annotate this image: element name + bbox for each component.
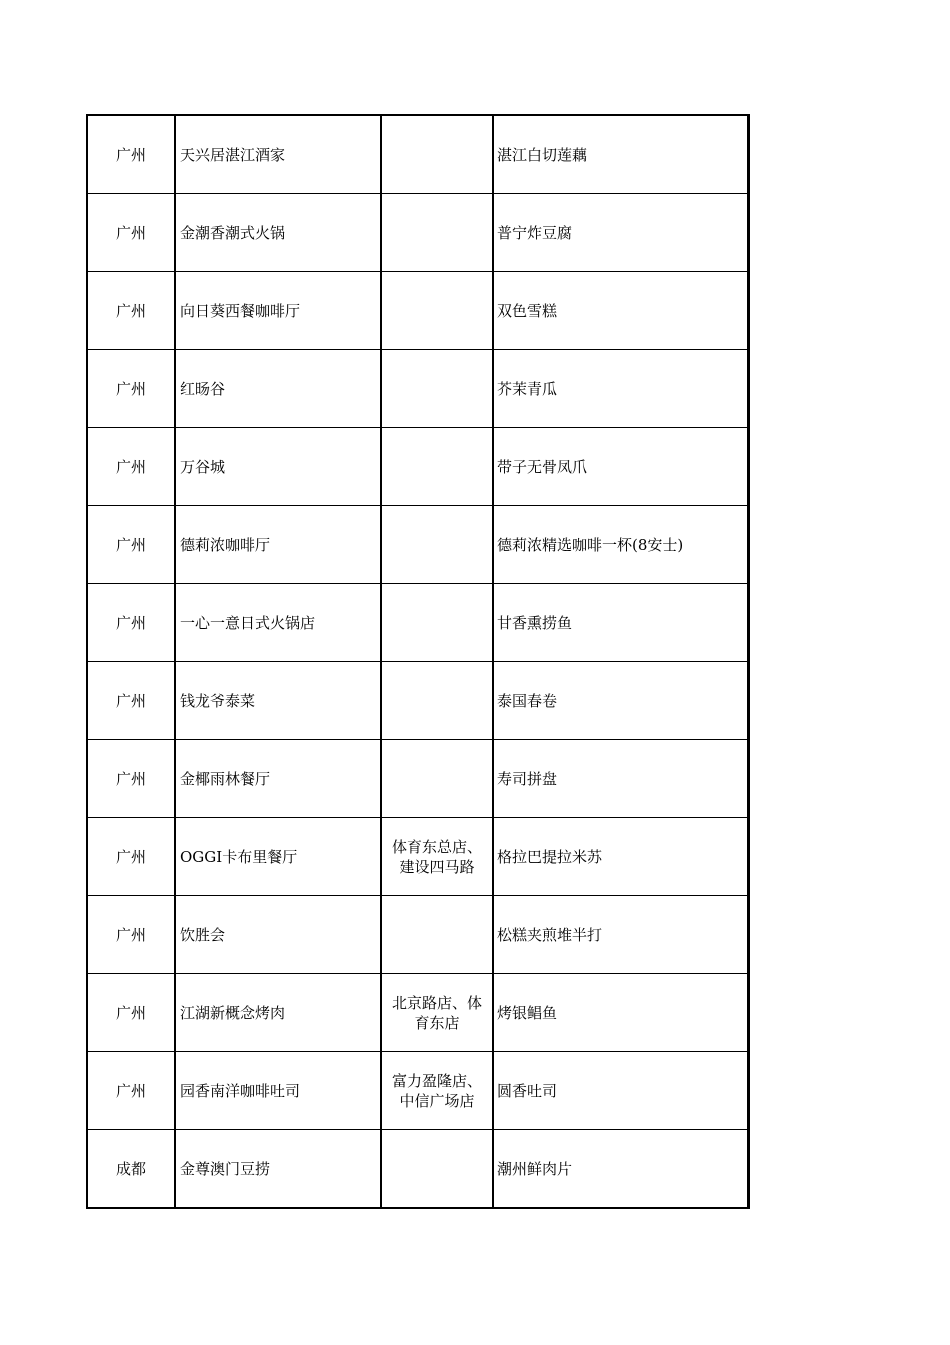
city-cell-text: 广州 [115,613,146,632]
city-cell-text: 广州 [115,1003,146,1022]
dish-cell-text: 松糕夹煎堆半打 [497,925,603,944]
city-cell-text: 广州 [115,691,146,710]
branch-cell [381,115,493,194]
dish-cell-text: 湛江白切莲藕 [497,145,588,164]
restaurant-cell [175,896,381,974]
restaurant-cell-text: 金潮香潮式火锅 [180,223,286,242]
dish-cell-text: 潮州鲜肉片 [497,1159,573,1178]
restaurant-cell [175,350,381,428]
table-row [87,506,749,584]
branch-cell [381,506,493,584]
city-cell-text: 广州 [115,301,146,320]
table-row [87,428,749,506]
dish-cell [493,584,749,662]
restaurant-cell [175,740,381,818]
table-row [87,740,749,818]
restaurant-cell-text: 饮胜会 [180,925,226,944]
table-row [87,350,749,428]
city-cell [87,662,175,740]
restaurant-cell-text: 金椰雨林餐厅 [180,769,271,788]
branch-cell [381,896,493,974]
table-row [87,974,749,1052]
dish-cell-text: 圆香吐司 [497,1081,558,1100]
branch-cell-text: 富力盈隆店、中信广场店 [391,1071,482,1110]
city-cell [87,428,175,506]
restaurant-cell [175,584,381,662]
dish-cell [493,1052,749,1130]
table-row [87,1052,749,1130]
city-cell [87,584,175,662]
dish-cell-text: 烤银鲳鱼 [497,1003,558,1022]
dish-cell [493,272,749,350]
city-cell [87,1130,175,1209]
dish-cell-text: 芥茉青瓜 [497,379,558,398]
restaurant-cell [175,506,381,584]
table-row [87,584,749,662]
branch-cell [381,1052,493,1130]
table-row [87,818,749,896]
city-cell-text: 广州 [115,925,146,944]
restaurant-cell [175,1052,381,1130]
branch-cell [381,818,493,896]
restaurant-cell-text: 一心一意日式火锅店 [180,613,316,632]
dish-cell [493,115,749,194]
restaurant-cell [175,428,381,506]
dish-cell-text: 带子无骨凤爪 [497,457,588,476]
restaurant-cell-text: 园香南洋咖啡吐司 [180,1081,301,1100]
restaurant-cell [175,194,381,272]
city-cell-text: 广州 [115,145,146,164]
table-row [87,194,749,272]
branch-cell [381,584,493,662]
restaurant-cell-text: 金尊澳门豆捞 [180,1159,271,1178]
city-cell-text: 广州 [115,457,146,476]
branch-cell [381,740,493,818]
city-cell [87,194,175,272]
dish-cell-text: 普宁炸豆腐 [497,223,573,242]
restaurant-cell-text: 万谷城 [180,457,226,476]
dish-cell-text: 甘香熏捞鱼 [497,613,573,632]
city-cell-text: 广州 [115,535,146,554]
branch-cell [381,272,493,350]
city-cell [87,818,175,896]
restaurant-cell [175,272,381,350]
city-cell-text: 成都 [115,1159,146,1178]
dish-cell [493,740,749,818]
city-cell [87,272,175,350]
city-cell [87,740,175,818]
restaurant-cell-text: 德莉浓咖啡厅 [180,535,271,554]
city-cell [87,506,175,584]
city-cell [87,115,175,194]
restaurant-cell [175,115,381,194]
dish-cell [493,974,749,1052]
city-cell-text: 广州 [115,847,146,866]
table-row [87,896,749,974]
spreadsheet-page [86,114,738,1209]
restaurant-cell [175,974,381,1052]
branch-cell [381,194,493,272]
restaurant-cell-text: OGGI卡布里餐厅 [180,847,298,866]
city-cell [87,350,175,428]
table-row [87,115,749,194]
dish-cell [493,1130,749,1209]
branch-cell [381,428,493,506]
restaurant-cell [175,818,381,896]
dish-cell-text: 寿司拼盘 [497,769,558,788]
city-cell-text: 广州 [115,769,146,788]
table-row [87,1130,749,1209]
dish-cell [493,662,749,740]
branch-cell-text: 体育东总店、建设四马路 [391,837,482,876]
restaurant-cell [175,1130,381,1209]
restaurant-table [86,114,750,1209]
branch-cell [381,350,493,428]
restaurant-cell-text: 天兴居湛江酒家 [180,145,286,164]
restaurant-cell-text: 江湖新概念烤肉 [180,1003,286,1022]
branch-cell [381,974,493,1052]
city-cell-text: 广州 [115,1081,146,1100]
table-row [87,662,749,740]
restaurant-cell [175,662,381,740]
dish-cell [493,194,749,272]
table-row [87,272,749,350]
dish-cell-text: 泰国春卷 [497,691,558,710]
dish-cell [493,428,749,506]
city-cell [87,1052,175,1130]
dish-cell-text: 德莉浓精选咖啡一杯(8安士) [497,535,684,554]
table-body [87,115,749,1208]
dish-cell [493,506,749,584]
branch-cell [381,662,493,740]
restaurant-cell-text: 钱龙爷泰菜 [180,691,256,710]
restaurant-cell-text: 红旸谷 [180,379,226,398]
restaurant-cell-text: 向日葵西餐咖啡厅 [180,301,301,320]
city-cell-text: 广州 [115,223,146,242]
dish-cell [493,896,749,974]
dish-cell-text: 格拉巴提拉米苏 [497,847,603,866]
city-cell-text: 广州 [115,379,146,398]
branch-cell [381,1130,493,1209]
dish-cell [493,350,749,428]
city-cell [87,974,175,1052]
city-cell [87,896,175,974]
branch-cell-text: 北京路店、体育东店 [391,993,482,1032]
dish-cell [493,818,749,896]
dish-cell-text: 双色雪糕 [497,301,558,320]
